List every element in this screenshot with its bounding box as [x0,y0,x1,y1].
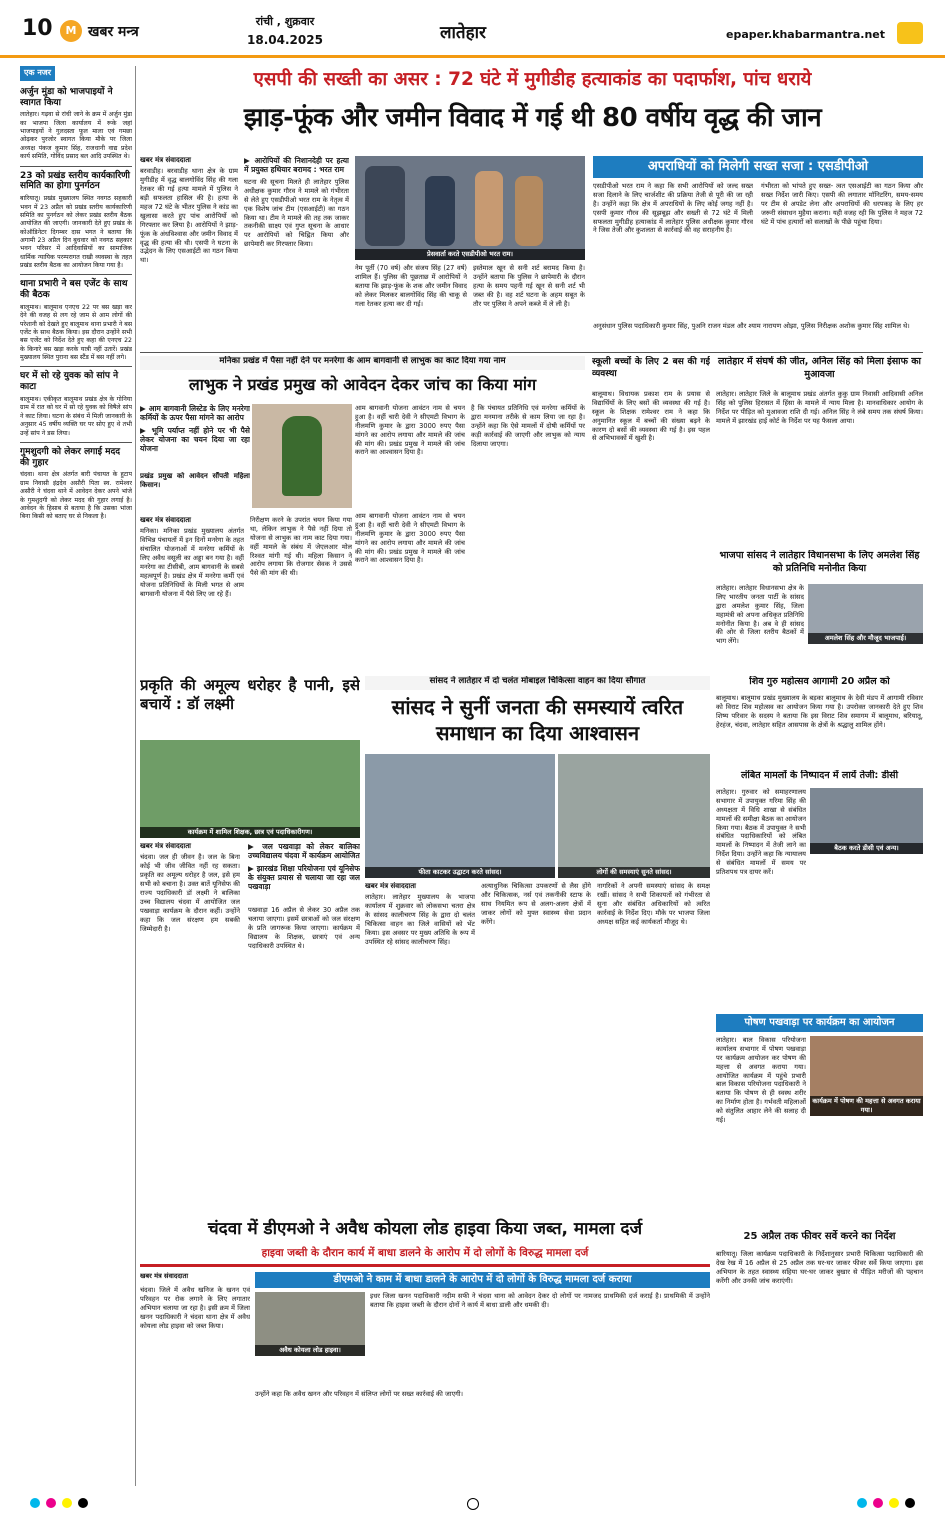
bjp-text: लातेहार। लातेहार विधानसभा क्षेत्र के लिए भारतीय जनता पार्टी के सांसद द्वारा अमलेश कुमार सिंह, जिला महामंत्री को अपना अधिकृत प्रतिनिधि मनोनीत किया है। अब वे ही सांसद की ओर से जिला स्तरीय बैठकों में भाग लेंगे। [716,584,804,646]
hand-pointer-icon [897,22,923,44]
black-dot-icon [78,1498,88,1508]
brief-text: बालूमाथ। बालूमाथ एनएच 22 पर बस खड़ा कर देने की वजह से लग रहे जाम से आम लोगों की परेशानी को देखते हुए बालूमाथ थाना प्रभारी ने बस एजेंट के साथ बैठक किया। इस दौरान उन्होंने सभी बस एजेंट को निर्देश देते हुए कहा की एनएच 22 के किनारे बस खड़ा करके यात्री नहीं उतारें। प्रखंड मुख्यालय स्थित पुराना बस स्टैंड में बस नहीं लगे। [20,303,132,362]
anil-text: लातेहार। लातेहार जिले के बालूमाथ प्रखंड अंतर्गत कुकु ग्राम निवासी आदिवासी अनिल सिंह को पुलिस हिरासत में हिंसा के मामले में न्याय मिला है। मानवाधिकार आयोग के निर्देश पर पीड़ित को मुआवजा राशि दी गई। अनिल सिंह ने लंबे समय तक संघर्ष किया। मामले में झारखंड हाई कोर्ट के निर्देश पर यह फैसला आया। [716,390,923,425]
mgnrega-kicker: मनिका प्रखंड में पैसा नहीं देने पर मनरेगा के आम बागवानी से लाभुक का काट दिया गया नाम [140,356,585,370]
coal-col-3: उन्होंने कहा कि अवैध खनन और परिवहन में संलिप्त लोगों पर सख्त कार्रवाई की जाएगी। [255,1390,464,1398]
person-figure [425,176,455,246]
coal-photo [255,1292,365,1356]
page-number: 10 [22,16,53,41]
mgnrega-col-3: आम बागवानी योजना आवंटन नाम से चयन हुआ है। वहीं चारी देवी ने सीएमटी विभाग के नीलमणि कुमार के द्वारा 3000 रुपए पैसा मांगने का आरोप लगाया और मामले की जांच की मांग की। प्रखंड प्रमुख ने मामले की जांच कराने का आश्वासन दिया है। [355,404,465,457]
mgnrega-col-1 [140,516,244,668]
shiv-headline: शिव गुरु महोत्सव आगामी 20 अप्रैल को [749,676,890,687]
divider [140,352,923,353]
mobile-photo-2 [558,754,710,878]
mobile-col-3: नागरिकों ने अपनी समस्याएं सांसद के समक्ष रखीं। सांसद ने सभी शिकायतों को गंभीरता से सुना और संबंधित अधिकारियों को त्वरित कार्रवाई के निर्देश दिए। मौके पर भाजपा जिला अध्यक्ष सहित कई कार्यकर्ता मौजूद थे। [597,882,710,926]
water-text: चंदवा। जल ही जीवन है। जल के बिना कोई भी जीव जीवित नहीं रह सकता। प्रकृति का अमूल्य धरोहर है जल, इसे हम सभी को बचाना है। उक्त बातें यूनिसेफ की राज्य पदाधिकारी डॉ लक्ष्मी ने बालिका उच्च विद्यालय चंदवा में आयोजित जल पखवाड़ा कार्यक्रम के दौरान कहीं। उन्होंने कहा कि जल संरक्षण हम सबकी जिम्मेदारी है। [140,853,240,933]
bjp-photo [808,584,923,644]
sdpo-col-2: गंभीरता को भांपते हुए सख्त- त्वत एसआईटी का गठन किया और सख्त निर्देश जारी किए। एसपी की लगातार मॉनिटरिंग, समय-समय पर टीम से अपडेट लेना और अपराधियों की धरपकड़ के लिए हर जरूरी संसाधन मुहैया कराना। यही वजह रही कि पुलिस ने महज 72 घंटे में पांच हत्यारों को सलाखों के पीछे पहुंचा दिया। [761,182,923,226]
epaper-link[interactable]: epaper.khabarmantra.net [726,28,885,41]
person-figure [365,166,405,246]
photo-caption: प्रेसवार्ता करते एसडीपीओ भरत राम। [355,249,585,260]
mgnrega-pulls [140,404,250,464]
cyan-dot-icon [30,1498,40,1508]
print-registration-marks [30,1498,915,1508]
ek-nazar-tag: एक नजर [20,66,55,81]
lead-col-3: नेम पूर्ती (70 वर्ष) और संजय सिंह (27 वर्ष) शामिल हैं। पुलिस की पूछताछ में आरोपियों ने बताया कि झाड़-फूंक के शक और जमीन विवाद को लेकर मिलकर बालगोविंद सिंह की चाकू से गला रेतकर हत्या कर दी गई। [355,264,467,308]
yellow-dot-icon [62,1498,72,1508]
divider [20,442,132,443]
divider [20,274,132,275]
water-col-1 [140,842,240,1212]
bjp-headline: भाजपा सांसद ने लातेहार विधानसभा के लिए अमलेश सिंह को प्रतिनिधि मनोनीत किया [719,550,920,574]
pull-quote: ▶ आरोपियों की निशानदेही पर हत्या में प्रयुक्त हथियार बरामद : भरत राम [244,156,349,174]
brief-headline: घर में सो रहे युवक को सांप ने काटा [20,371,119,393]
sdpo-team: अनुसंधान पुलिस पदाधिकारी कुमार सिंह, पुअनि राजन मंडल और श्याम नारायण ओझा, पुलिस निरीक्षक अशोक कुमार सिंह शामिल थे। [593,322,910,330]
section-title: लातेहार [440,23,487,43]
column-divider [135,66,136,1486]
brand-logo-icon: M [60,20,82,42]
coal-col-2: इधर जिला खनन पदाधिकारी नदीम सफी ने चंदवा थाना को आवेदन देकर दो लोगों पर नामजद प्राथमिकी दर्ज कराई है। प्राथमिकी में उन्होंने बताया कि हाइवा जब्ती के दौरान दोनों ने कार्य में बाधा डाली और धमकी दी। [370,1292,710,1309]
photo-caption: अमलेश सिंह और मौजूद भाजपाई। [808,633,923,644]
byline: खबर मंत्र संवाददाता [140,842,191,850]
fever-headline: 25 अप्रैल तक फीवर सर्वे करने का निर्देश [743,1231,896,1242]
city-day: रांची , शुक्रवार [255,15,315,28]
mobile-text: लातेहार। लातेहार मुख्यालय के भाजपा कार्यालय में शुक्रवार को लोकसभा चतरा क्षेत्र के सांसद कालीचरण सिंह के द्वारा दो चलंत चिकित्सा वाहन का जिले वासियों को भेंट किया। इस अवसर पर मुख्य अतिथि के रूप में उपस्थित रहे सांसद कालीचरण सिंह। [365,893,475,946]
bus-text: बालूमाथ। विधायक प्रकाश राम के प्रयास से विद्यार्थियों के लिए बसों की व्यवस्था की गई है। स्कूल के शिक्षक रामेश्वर राम ने कहा कि अनुमानित स्कूल में बच्चों की संख्या बढ़ने के कारण दो बसों की व्यवस्था की गई है। इस पहल से अभिभावकों में खुशी है। [592,390,710,443]
photo-caption: बैठक करते डीसी एवं अन्य। [810,843,923,854]
person-figure [515,176,543,246]
person-figure [475,171,503,246]
water-headline: प्रकृति की अमूल्य धरोहर है पानी, इसे बचायें : डॉ लक्ष्मी [140,676,360,713]
mgnrega-col-3b: आम बागवानी योजना आवंटन नाम से चयन हुआ है। वहीं चारी देवी ने सीएमटी विभाग के नीलमणि कुमार के द्वारा 3000 रुपए पैसा मांगने का आरोप लगाया और मामले की जांच की मांग की। प्रखंड प्रमुख ने मामले की जांच कराने का आश्वासन दिया है। [355,512,465,565]
mgnrega-photo [252,404,352,508]
brief-text: बारियातू। प्रखंड मुख्यालय स्थित नवगठ सहकारी भवन में 23 अप्रैल को प्रखंड स्तरीय कार्यकारिणी समिति का पुनर्गठन को लेकर प्रखंड स्तरीय बैठक आयोजित की जाएगी। जानकारी देते हुए प्रखंड के कोऑडिनेटर दिगम्बर दास भगत ने बताया कि अगामी 23 अप्रैल दिन बुधवार को नवगठ सहकार भवन परिसर में आदिवासियों का सामाजिक धार्मिक न्यायिक परम्परागत राखी व्यवस्था के तहत प्रखंड स्तरीय बैठक का आयोजन किया गया है। [20,195,132,270]
mobile-headline: सांसद ने सुनीं जनता की समस्यायें त्वरित समाधान का दिया आश्वासन [391,695,684,745]
lead-col-1 [140,156,238,350]
lead-col-4: इस्तेमाल खून से सनी शर्ट बरामद किया है। उन्होंने बताया कि पुलिस ने छापेमारी के दौरान हत्या के समय पहनी गई खून से सनी शर्ट भी जब्त की है। वह शर्ट घटना के अहम सबूत के तौर पर पुलिस ने अपने कब्जे में ले ली है। [473,264,585,308]
yellow-dot-icon [889,1498,899,1508]
lead-headline: झाड़-फूंक और जमीन विवाद में गई थी 80 वर्षीय वृद्ध की जान [243,103,822,133]
photo-caption: फीता काटकर उद्घाटन करते सांसद। [365,867,555,878]
mobile-col-2: अत्याधुनिक चिकित्सा उपकरणों से लैस होंगे और चिकित्सक, नर्स एवं तकनीकी स्टाफ के साथ नियमित रूप से अलग-अलग क्षेत्रों में जाकर लोगों को मुफ्त स्वास्थ्य सेवा प्रदान करेंगे। [481,882,591,926]
brief-headline: 23 को प्रखंड स्तरीय कार्यकारिणी समिति का होगा पुनर्गठन [20,170,131,192]
shiv-text: बालूमाथ। बालूमाथ प्रखंड मुख्यालय के बड़का बालूमाथ के देवी मंडप में आगामी रविवार को विराट शिव महोत्सव का आयोजन किया गया है। उपरोक्त जानकारी देते हुए शिव शिष्य परिवार के सदस्य ने बताया कि इस विराट शिव समागम में बालूमाथ, बरियातू, हेरहंज, चंदवा, लातेहार सहित आसपास के क्षेत्रों के श्रद्धालु शामिल होंगे। [716,694,923,729]
byline: खबर मंत्र संवाददाता [140,156,191,164]
issue-date: 18.04.2025 [247,32,323,47]
lead-text: बरवाडीह। बरवाडीह थाना क्षेत्र के ग्राम मुगीडीह में वृद्ध बालगोविंद सिंह की गला रेतकर की गई हत्या मामले में पुलिस ने बड़ी सफलता हासिल की है। हत्या के महज 72 घंटे के भीतर पुलिस ने कांड का खुलासा करते हुए पांच आरोपियों को गिरफ्तार कर लिया है। आरोपियों ने झाड़-फूंक के अंधविश्वास और जमीन विवाद में वृद्ध की हत्या की थी। एसपी ने घटना के उद्भेदन के लिए एसआईटी का गठन किया था। [140,167,238,265]
lead-text: घटना की सूचना मिलते ही लातेहार पुलिस अधीक्षक कुमार गौरव ने मामले को गंभीरता से लेते हुए एसडीपीओ भरत राम के नेतृत्व में एक विशेष जांच टीम (एसआईटी) का गठन किया था। टीम ने मामले की तह तक जाकर तकनीकी साक्ष्य एवं गुप्त सूचना के आधार पर आरोपियों को चिह्नित किया और छापेमारी कर गिरफ्तार किया। [244,178,349,249]
photo-caption: लोगों की समस्याएं सुनते सांसद। [558,867,710,878]
red-rule [140,1264,710,1267]
divider [20,166,132,167]
lambit-headline: लंबित मामलों के निष्पादन में लायें तेजी: डीसी [740,770,899,781]
photo-caption: अवैध कोयला लोड हाइवा। [255,1345,365,1356]
brand-name: खबर मन्त्र [88,24,139,40]
sdpo-headline: अपराधियों को मिलेगी सख्त सजा : एसडीपीओ [593,156,923,178]
lead-col-2 [244,156,349,350]
mobile-kicker: सांसद ने लातेहार में दो चलंत मोबाइल चिकित्सा वाहन का दिया सौगात [365,676,710,690]
pull-quote: ▶ भूमि पर्याप्त नहीं होने पर भी पैसे लेकर योजना का चयन दिया जा रहा योजना [140,426,250,453]
left-brief-column [20,66,132,1486]
mobile-photo-1 [365,754,555,878]
brief-headline: थाना प्रभारी ने बस एजेंट के साथ की बैठक [20,279,128,301]
lambit-photo [810,788,923,854]
magenta-dot-icon [873,1498,883,1508]
divider [20,366,132,367]
magenta-dot-icon [46,1498,56,1508]
mgnrega-text: मनिका। मनिका प्रखंड मुख्यालय अंतर्गत विभिन्न पंचायतों में इन दिनों मनरेगा के तहत संचालित योजनाओं में मनरेगा कर्मियों के लिए अवैध वसूली का अड्डा बन गया है। वहीं मनरेगा का टीसीबी, आम बागवानी के सबसे महत्वपूर्ण है। प्रखंड क्षेत्र में मनरेगा कर्मी एवं योजना प्रतिनिधियों के मिली भगत से आम बागवानी योजना में पैसे लिए जा रहे हैं। [140,527,244,598]
poshan-photo [810,1036,923,1116]
brief-text: बालूमाथ। एकीकृत बालूमाथ प्रखंड क्षेत्र के गोनिया ग्राम में रात को घर में सो रहे युवक को विषैले सांप ने काट लिया। घटना के संबंध में मिली जानकारी के अनुसार 45 वर्षीय व्यक्ति घर पर सोए हुए थे तभी उन्हें सांप ने डस लिया। [20,396,132,437]
photo-caption: कार्यक्रम में शामिल शिक्षक, छात्र एवं पदाधिकारीगण। [140,827,360,838]
lead-kicker: एसपी की सख्ती का असर : 72 घंटे में मुगीडीह हत्याकांड का पदार्फाश, पांच धराये [253,69,812,90]
pull-quote: ▶ झारखंड शिक्षा परियोजना एवं यूनिसेफ के संयुक्त प्रयास से चलाया जा रहा जल पखवाड़ा [248,864,360,891]
brief-headline: अर्जुन मुंडा को भाजपाइयों ने स्वागत किया [20,86,113,108]
sdpo-col-1: एसडीपीओ भरत राम ने कहा कि सभी आरोपियों को जल्द सख्त सजा दिलाने के लिए चार्जशीट की प्रक्रिया तेजी से पूरी की जा रही है। उन्होंने कहा कि क्षेत्र में अपराधियों के लिए कोई जगह नहीं है। एसपी कुमार गौरव की सूझबूझ और सख्ती से 72 घंटे में मिली सफलता मुगीडीह हत्याकांड में लातेहार पुलिस अधीक्षक कुमार गौरव ने जिस तेजी और कुशलता से कार्रवाई की वह सराहनीय है। [593,182,753,235]
photo-caption: कार्यक्रम में पोषण की महत्ता से अवगत कराया गया। [810,1096,923,1116]
anil-headline: लातेहार में संघर्ष की जीत, अनिल सिंह को मिला इंसाफ का मुआवजा [717,356,922,380]
brief-text: चंदवा। थाना क्षेत्र अंतर्गत बारी पंचायत के हुटाप ग्राम निवासी इंद्रदेव असौरी पिता स्व. रामेश्वर असौरी ने चंदवा थाने में आवेदन देकर अपने भांजे के गुमशुदगी को लेकर मदद की गुहार लगाई है। आवेदन के हिसाब से बताया है कि उसका भांजा बिना किसी को बताए घर से निकला है। [20,471,132,521]
mgnrega-col-4: है कि पंचायत प्रतिनिधि एवं मनरेगा कर्मियों के द्वारा मनमाना तरीके से काम लिया जा रहा है। उन्होंने कहा कि ऐसे मामलों में दोषी कर्मियों पर कड़ी कार्रवाई की जाएगी और लाभुक को न्याय दिलाया जाएगा। [471,404,585,448]
water-photo [140,740,360,838]
pull-quote: ▶ आम बागवानी लिस्टेड के लिए मनरेगा कर्मियों के ऊपर पैसा मांगने का आरोप [140,404,250,422]
date-block [225,15,345,48]
photo-caption: प्रखंड प्रमुख को आवेदन सौंपती महिला किसान। [140,472,250,490]
mobile-col-1 [365,882,475,1212]
cyan-dot-icon [857,1498,867,1508]
pull-quote: ▶ जल पखवाड़ा को लेकर बालिका उच्चविद्यालय चंदवा में कार्यक्रम आयोजित [248,842,360,860]
brief-headline: गुमशुदगी को लेकर लगाई मदद की गुहार [20,446,121,468]
coal-subhead: डीएमओ ने काम में बाधा डालने के आरोप में दो लोगों के विरुद्ध मामला दर्ज कराया [255,1272,710,1288]
poshan-headline: पोषण पखवाड़ा पर कार्यक्रम का आयोजन [716,1014,923,1032]
byline: खबर मंत्र संवाददाता [140,1272,189,1280]
byline: खबर मंत्र संवाददाता [365,882,416,890]
crosshair-icon [467,1498,479,1510]
coal-headline: चंदवा में डीएमओ ने अवैध कोयला लोड हाइवा किया जब्त, मामला दर्ज [207,1219,643,1239]
bus-headline: स्कूली बच्चों के लिए 2 बस की गई व्यवस्था [592,357,710,380]
poshan-text: लातेहार। बाल विकास परियोजना कार्यालय सभागार में पोषण पखवाड़ा पर कार्यक्रम आयोजन कर पोषण की महत्ता से अवगत कराया गया। आयोजित कार्यक्रम में पहुंचे प्रभारी बाल विकास परियोजना पदाधिकारी ने बताया कि पोषण से ही स्वस्थ शरीर का निर्माण होता है। गर्भवती महिलाओं को संतुलित आहार लेने की सलाह दी गई। [716,1036,806,1125]
lambit-text: लातेहार। गुरुवार को समाहरणालय सभागार में उपायुक्त गरिमा सिंह की अध्यक्षता में विधि शाखा से संबंधित मामलों की समीक्षा बैठक का आयोजन किया गया। बैठक में उपायुक्त ने सभी संबंधित पदाधिकारियों को लंबित मामलों के निष्पादन में तेजी लाने का निर्देश दिया। उन्होंने कहा कि न्यायालय से संबंधित मामलों में समय पर प्रतिशपथ पत्र दायर करें। [716,788,806,877]
fever-text: बारियातू। जिला कार्यक्रम पदाधिकारी के निर्देशानुसार प्रभारी चिकित्सा पदाधिकारी की देख रेख में 16 अप्रैल से 25 अप्रैल तक घर-घर जाकर फीवर सर्वे किया जाएगा। इस अभियान के तहत स्वास्थ्य सहिया घर-घर जाकर बुखार से पीड़ित मरीजों की पहचान करेंगी और उनकी जांच कराएंगी। [716,1250,923,1285]
mgnrega-col-2: निरीक्षण करने के उपरांत चयन किया गया था, लेकिन लाभुक ने पैसे नहीं दिया तो योजना से लाभुक का नाम काट दिया गया। वहीं मामले के संबंध में जेएलआर मोल रिश्वत मांगी गई थी। महिला किसान ने आरोप लगाया कि रोजगार सेवक ने उससे पैसे की मांग की थी। [250,516,352,578]
byline: खबर मंत्र संवाददाता [140,516,191,524]
mgnrega-headline: लाभुक ने प्रखंड प्रमुख को आवेदन देकर जांच का किया मांग [188,375,537,394]
coal-kicker: हाइवा जब्ती के दौरान कार्य में बाधा डालने के आरोप में दो लोगों के विरुद्ध मामला दर्ज [261,1247,589,1259]
masthead [0,0,945,58]
black-dot-icon [905,1498,915,1508]
coal-col-1: चंदवा। जिले में अवैध खनिज के खनन एवं परिवहन पर रोक लगाने के लिए लगातार अभियान चलाया जा रहा है। इसी क्रम में जिला खनन पदाधिकारी ने चंदवा थाना क्षेत्र में अवैध कोयला लोड हाइवा को जब्त किया। [140,1286,250,1330]
lead-photo [355,156,585,260]
person-figure [282,416,322,496]
water-col-2: पखवाड़ा 16 अप्रैल से लेकर 30 अप्रैल तक चलाया जाएगा। इसमें छात्राओं को जल संरक्षण के प्रति जागरूक किया जाएगा। कार्यक्रम में विद्यालय के शिक्षक, छात्राएं एवं अन्य पदाधिकारी उपस्थित थे। [248,906,360,950]
water-pulls [248,842,360,902]
brief-text: लातेहार। गढ़वा से रांची जाने के क्रम में अर्जुन मुंडा का भाजपा जिला कार्यालय में रूके जहां भाजपाइयों ने गुलदस्ता फूल माला एवं गमछा ओढ़कर पुरजोर स्वागत किया मौके पर जिला अध्यक्ष पंकज कुमार सिंह, राजधानी वाद्य प्रदेश कार्य समिति, गोविंद प्रसाद बल आदि उपस्थित थे। [20,111,132,161]
